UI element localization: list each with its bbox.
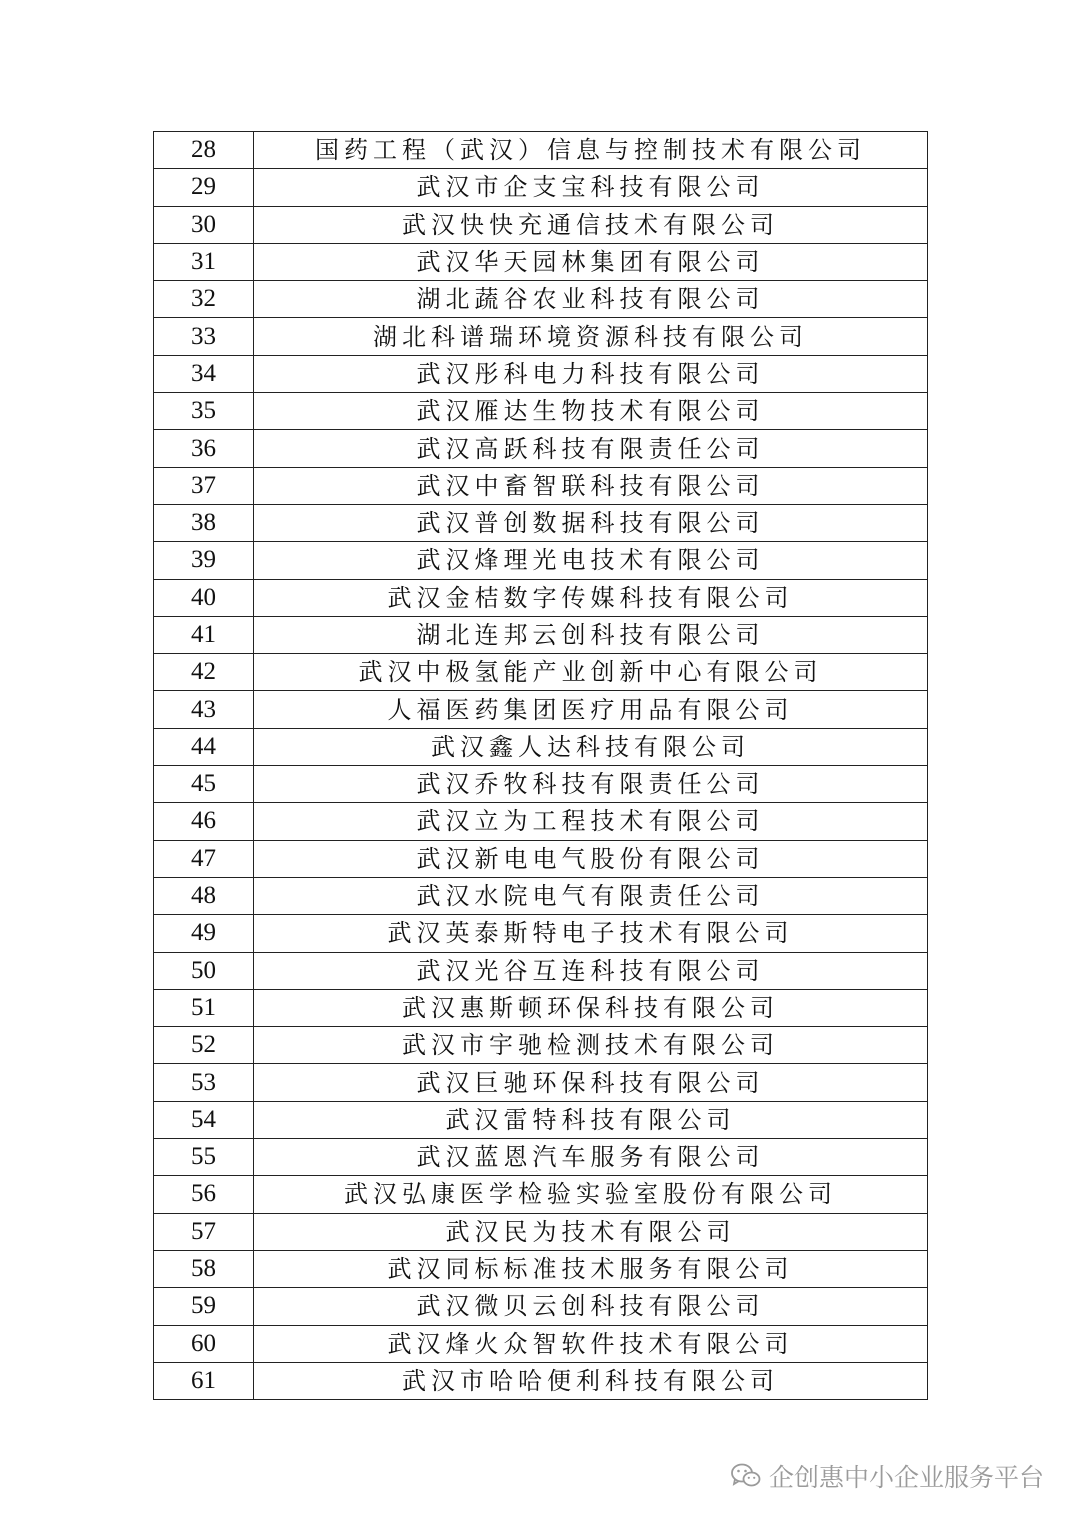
table-row (154, 206, 928, 243)
table-row (154, 579, 928, 616)
table-row (154, 1362, 928, 1399)
row-number: 49 (154, 915, 254, 952)
row-number: 53 (154, 1064, 254, 1101)
row-number: 45 (154, 766, 254, 803)
company-name: 武汉弘康医学检验实验室股份有限公司 (254, 1176, 928, 1213)
table-row (154, 1325, 928, 1362)
company-name: 人福医药集团医疗用品有限公司 (254, 691, 928, 728)
row-number: 47 (154, 840, 254, 877)
table-row (154, 1288, 928, 1325)
row-number: 29 (154, 169, 254, 206)
row-number: 34 (154, 355, 254, 392)
company-name: 国药工程（武汉）信息与控制技术有限公司 (254, 132, 928, 169)
company-name: 武汉市宇驰检测技术有限公司 (254, 1027, 928, 1064)
company-name: 武汉立为工程技术有限公司 (254, 803, 928, 840)
wechat-icon (731, 1463, 761, 1489)
row-number: 41 (154, 616, 254, 653)
table-row (154, 467, 928, 504)
row-number: 38 (154, 504, 254, 541)
row-number: 60 (154, 1325, 254, 1362)
row-number: 28 (154, 132, 254, 169)
table-row (154, 728, 928, 765)
table-row (154, 989, 928, 1026)
table-row (154, 915, 928, 952)
company-list-body (154, 132, 928, 1400)
row-number: 43 (154, 691, 254, 728)
table-row (154, 281, 928, 318)
company-name: 武汉华天园林集团有限公司 (254, 243, 928, 280)
table-row (154, 616, 928, 653)
company-name: 武汉市哈哈便利科技有限公司 (254, 1362, 928, 1399)
company-list-table (153, 131, 928, 1400)
company-name: 武汉同标标准技术服务有限公司 (254, 1250, 928, 1287)
table-row (154, 355, 928, 392)
company-name: 武汉金桔数字传媒科技有限公司 (254, 579, 928, 616)
row-number: 44 (154, 728, 254, 765)
company-name: 武汉水院电气有限责任公司 (254, 877, 928, 914)
table-row (154, 243, 928, 280)
table-row (154, 952, 928, 989)
table-row (154, 766, 928, 803)
row-number: 33 (154, 318, 254, 355)
company-name: 武汉中极氢能产业创新中心有限公司 (254, 654, 928, 691)
row-number: 42 (154, 654, 254, 691)
table-row (154, 1176, 928, 1213)
table-row (154, 542, 928, 579)
company-name: 湖北科谱瑞环境资源科技有限公司 (254, 318, 928, 355)
company-name: 武汉乔牧科技有限责任公司 (254, 766, 928, 803)
table-row (154, 132, 928, 169)
company-name: 武汉雁达生物技术有限公司 (254, 393, 928, 430)
table-row (154, 877, 928, 914)
watermark-text: 企创惠中小企业服务平台 (768, 1463, 1044, 1492)
row-number: 30 (154, 206, 254, 243)
company-name: 武汉微贝云创科技有限公司 (254, 1288, 928, 1325)
company-name: 武汉鑫人达科技有限公司 (254, 728, 928, 765)
table-row (154, 691, 928, 728)
company-name: 武汉彤科电力科技有限公司 (254, 355, 928, 392)
watermark (731, 1458, 1044, 1494)
row-number: 52 (154, 1027, 254, 1064)
table-row (154, 1064, 928, 1101)
company-name: 武汉民为技术有限公司 (254, 1213, 928, 1250)
company-name: 武汉烽理光电技术有限公司 (254, 542, 928, 579)
table-row (154, 654, 928, 691)
row-number: 50 (154, 952, 254, 989)
row-number: 51 (154, 989, 254, 1026)
row-number: 58 (154, 1250, 254, 1287)
row-number: 31 (154, 243, 254, 280)
company-name: 武汉新电电气股份有限公司 (254, 840, 928, 877)
row-number: 40 (154, 579, 254, 616)
row-number: 55 (154, 1139, 254, 1176)
table-row (154, 504, 928, 541)
row-number: 46 (154, 803, 254, 840)
company-name: 武汉烽火众智软件技术有限公司 (254, 1325, 928, 1362)
company-name: 武汉高跃科技有限责任公司 (254, 430, 928, 467)
row-number: 36 (154, 430, 254, 467)
row-number: 57 (154, 1213, 254, 1250)
company-name: 武汉光谷互连科技有限公司 (254, 952, 928, 989)
company-name: 武汉英泰斯特电子技术有限公司 (254, 915, 928, 952)
table-row (154, 169, 928, 206)
row-number: 59 (154, 1288, 254, 1325)
table-row (154, 803, 928, 840)
table-row (154, 1250, 928, 1287)
company-name: 武汉市企支宝科技有限公司 (254, 169, 928, 206)
company-name: 湖北连邦云创科技有限公司 (254, 616, 928, 653)
row-number: 61 (154, 1362, 254, 1399)
company-name: 武汉巨驰环保科技有限公司 (254, 1064, 928, 1101)
company-name: 武汉普创数据科技有限公司 (254, 504, 928, 541)
table-row (154, 1139, 928, 1176)
company-name: 湖北蔬谷农业科技有限公司 (254, 281, 928, 318)
table-row (154, 393, 928, 430)
row-number: 54 (154, 1101, 254, 1138)
table-row (154, 430, 928, 467)
table-row (154, 1027, 928, 1064)
row-number: 48 (154, 877, 254, 914)
table-row (154, 318, 928, 355)
row-number: 39 (154, 542, 254, 579)
company-name: 武汉中畜智联科技有限公司 (254, 467, 928, 504)
row-number: 56 (154, 1176, 254, 1213)
company-name: 武汉雷特科技有限公司 (254, 1101, 928, 1138)
row-number: 35 (154, 393, 254, 430)
company-name: 武汉蓝恩汽车服务有限公司 (254, 1139, 928, 1176)
table-row (154, 1101, 928, 1138)
table-row (154, 1213, 928, 1250)
company-name: 武汉快快充通信技术有限公司 (254, 206, 928, 243)
company-name: 武汉惠斯顿环保科技有限公司 (254, 989, 928, 1026)
row-number: 32 (154, 281, 254, 318)
table-row (154, 840, 928, 877)
row-number: 37 (154, 467, 254, 504)
